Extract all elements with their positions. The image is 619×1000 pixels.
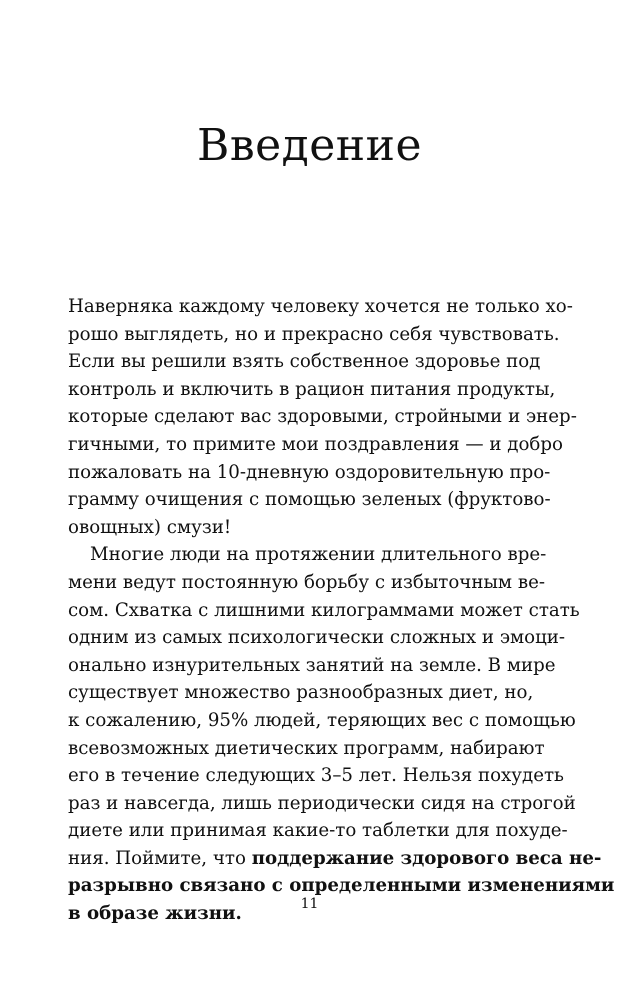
paragraph-2-line-5: онально изнурительных занятий на земле. В мире (68, 654, 556, 676)
emphasis-text-start: поддержание здорового веса не- (251, 847, 602, 869)
paragraph-2-line-10: раз и навсегда, лишь периодически сидя на строгой (68, 792, 576, 814)
paragraph-1-line-4: контроль и включить в рацион питания продукты, (68, 378, 556, 400)
paragraph-1-line-5: которые сделают вас здоровыми, стройными и энер- (68, 406, 577, 428)
body-text (68, 293, 615, 928)
paragraph-2-line-7: к сожалению, 95% людей, теряющих вес с помощью (68, 709, 576, 731)
paragraph-1-line-8: грамму очищения с помощью зеленых (фруктово- (68, 489, 551, 511)
page-number: 11 (300, 896, 319, 912)
paragraph-2-line-1: Многие люди на протяжении длительного вре- (90, 544, 547, 566)
emphasis-text-end: в образе жизни. (68, 903, 242, 925)
paragraph-2-line-2: мени ведут постоянную борьбу с избыточным ве- (68, 571, 546, 593)
paragraph-1-line-6: гичными, то примите мои поздравления — и добро (68, 433, 563, 455)
paragraph-2-line-6: существует множество разнообразных диет, но, (68, 682, 534, 704)
paragraph-2-line-8: всевозможных диетических программ, набирают (68, 737, 545, 759)
paragraph-2-line-4: одним из самых психологически сложных и эмоци- (68, 627, 566, 649)
paragraph-2-line-11: диете или принимая какие-то таблетки для похуде- (68, 820, 568, 842)
emphasis-text-middle: разрывно связано с определенными изменениями (68, 875, 615, 897)
paragraph-2-line-12 (68, 845, 602, 873)
paragraph-1-line-2: рошо выглядеть, но и прекрасно себя чувствовать. (68, 323, 560, 345)
paragraph-1-line-1: Наверняка каждому человеку хочется не только хо- (68, 296, 573, 317)
paragraph-2-line-12-regular: ния. Поймите, что (68, 847, 252, 869)
paragraph-2-line-3: сом. Схватка с лишними килограммами может стать (68, 599, 580, 621)
paragraph-1-line-3: Если вы решили взять собственное здоровье под (68, 351, 541, 373)
paragraph-1-line-7: пожаловать на 10-дневную оздоровительную про- (68, 461, 551, 483)
paragraph-1-line-9: овощных) смузи! (68, 516, 232, 538)
page-title: Введение (197, 120, 422, 171)
paragraph-2-line-9: его в течение следующих 3–5 лет. Нельзя похудеть (68, 765, 564, 787)
